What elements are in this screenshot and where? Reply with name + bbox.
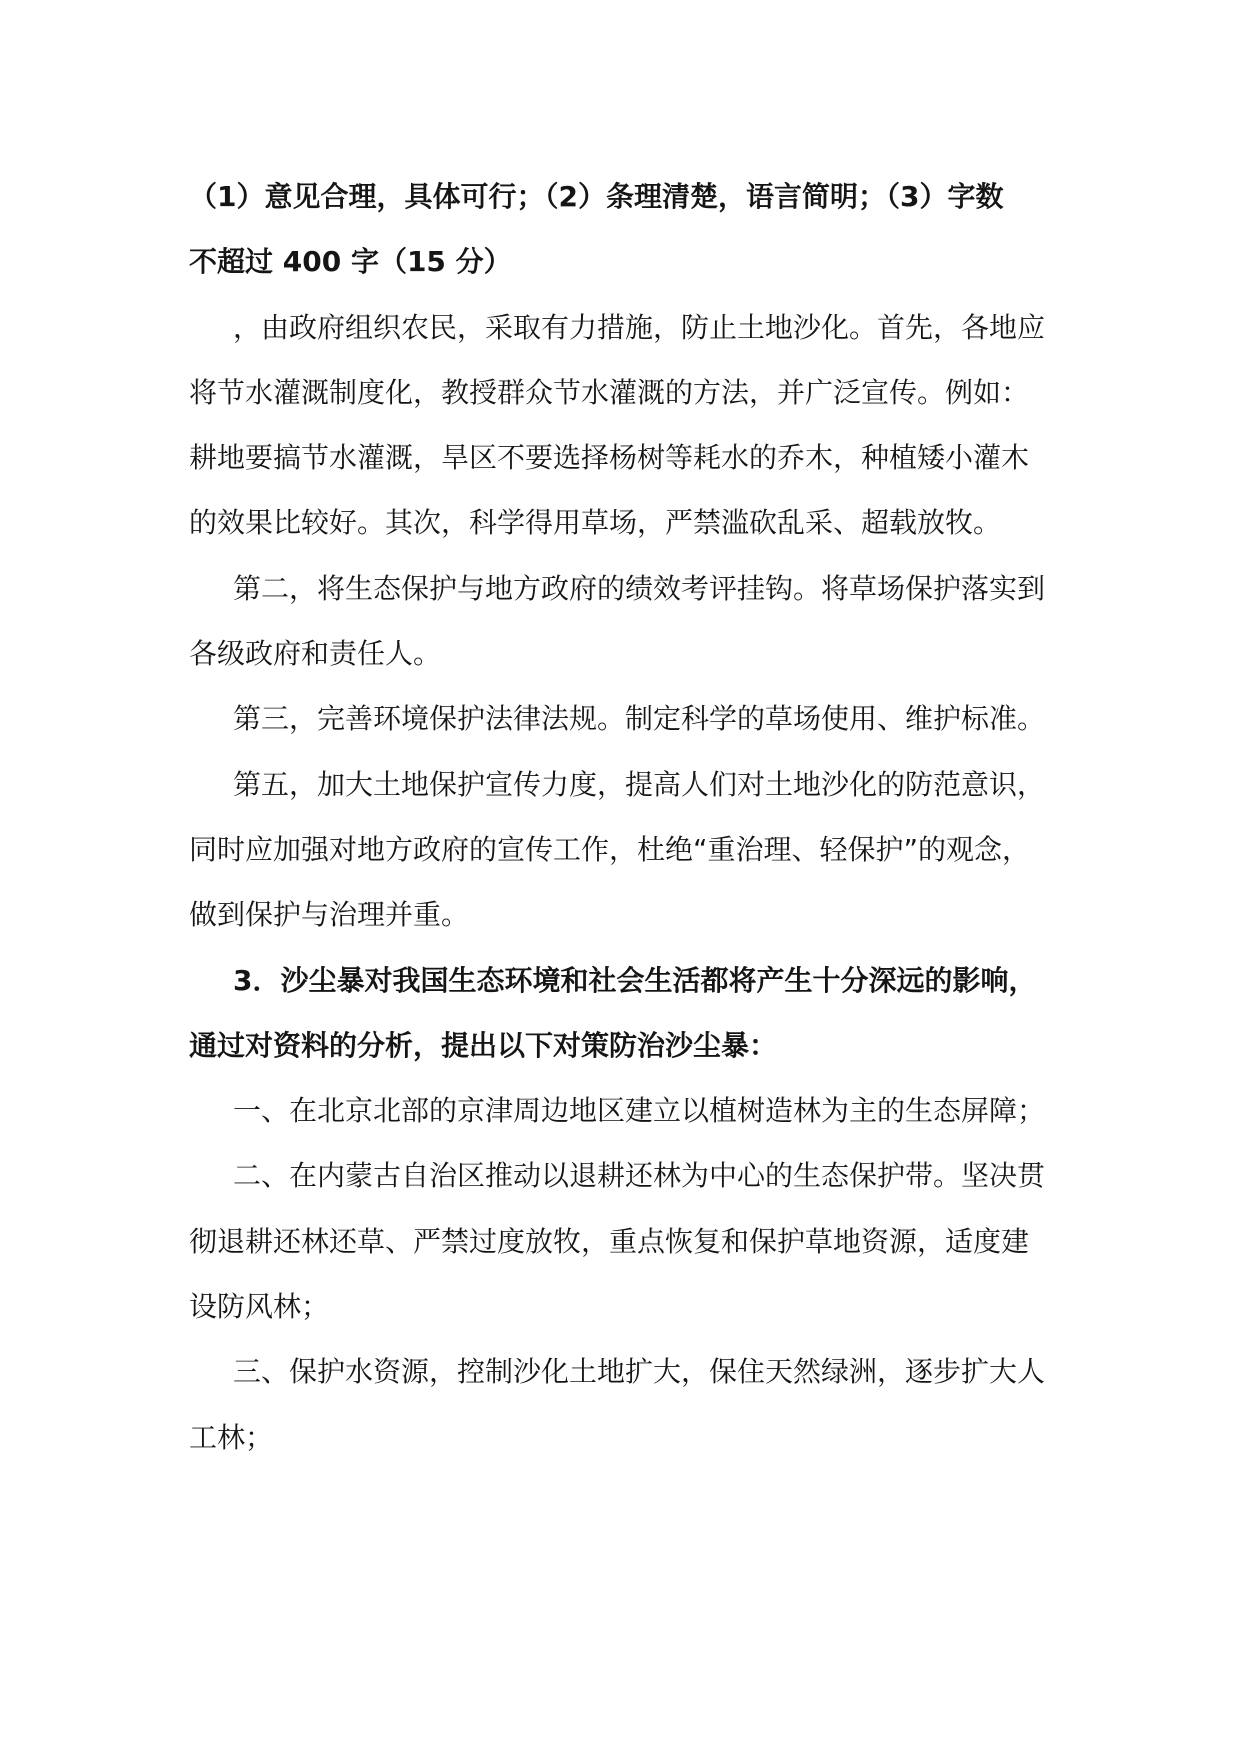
text-line: 一、在北京北部的京津周边地区建立以植树造林为主的生态屏障； bbox=[233, 1094, 1046, 1128]
text-line: 通过对资料的分析，提出以下对策防治沙尘暴： bbox=[189, 1028, 778, 1062]
text-line: 第二，将生态保护与地方政府的绩效考评挂钩。将草场保护落实到 bbox=[233, 571, 1046, 605]
countermeasure-two bbox=[189, 1143, 1089, 1339]
point-two-paragraph bbox=[189, 556, 1089, 687]
text-line: 二、在内蒙古自治区推动以退耕还林为中心的生态保护带。坚决贯 bbox=[233, 1159, 1046, 1193]
text-line: （1）意见合理，具体可行；（2）条理清楚，语言简明；（3）字数 bbox=[189, 180, 1004, 213]
text-line: 的效果比较好。其次，科学得用草场，严禁滥砍乱采、超载放牧。 bbox=[189, 506, 1002, 540]
question-3-heading bbox=[189, 948, 1089, 1079]
text-line: 各级政府和责任人。 bbox=[189, 637, 442, 671]
text-line: 耕地要搞节水灌溉，旱区不要选择杨树等耗水的乔木，种植矮小灌木 bbox=[189, 441, 1030, 475]
text-line: ，由政府组织农民，采取有力措施，防止土地沙化。首先，各地应 bbox=[233, 310, 1046, 344]
point-three-paragraph bbox=[189, 686, 1089, 751]
countermeasure-three bbox=[189, 1339, 1089, 1470]
text-line: 彻退耕还林还草、严禁过度放牧，重点恢复和保护草地资源，适度建 bbox=[189, 1224, 1030, 1258]
document-body bbox=[189, 164, 1089, 1470]
text-line: 做到保护与治理并重。 bbox=[189, 898, 470, 932]
text-line: 3．沙尘暴对我国生态环境和社会生活都将产生十分深远的影响， bbox=[233, 963, 1037, 997]
government-measures-paragraph bbox=[189, 295, 1089, 556]
text-line: 设防风林； bbox=[189, 1290, 330, 1324]
answer-requirements-heading bbox=[189, 164, 1089, 295]
text-line: 不超过 400 字（15 分） bbox=[189, 245, 512, 279]
text-line: 工林； bbox=[189, 1420, 274, 1454]
text-line: 同时应加强对地方政府的宣传工作，杜绝“重治理、轻保护”的观念， bbox=[189, 832, 1031, 866]
text-line: 三、保护水资源，控制沙化土地扩大，保住天然绿洲，逐步扩大人 bbox=[233, 1355, 1046, 1389]
text-line: 将节水灌溉制度化，教授群众节水灌溉的方法，并广泛宣传。例如： bbox=[189, 375, 1030, 409]
text-line: 第五，加大土地保护宣传力度，提高人们对土地沙化的防范意识， bbox=[233, 767, 1046, 801]
countermeasure-one bbox=[189, 1078, 1089, 1143]
text-line: 第三，完善环境保护法律法规。制定科学的草场使用、维护标准。 bbox=[233, 702, 1046, 736]
point-five-paragraph bbox=[189, 752, 1089, 948]
